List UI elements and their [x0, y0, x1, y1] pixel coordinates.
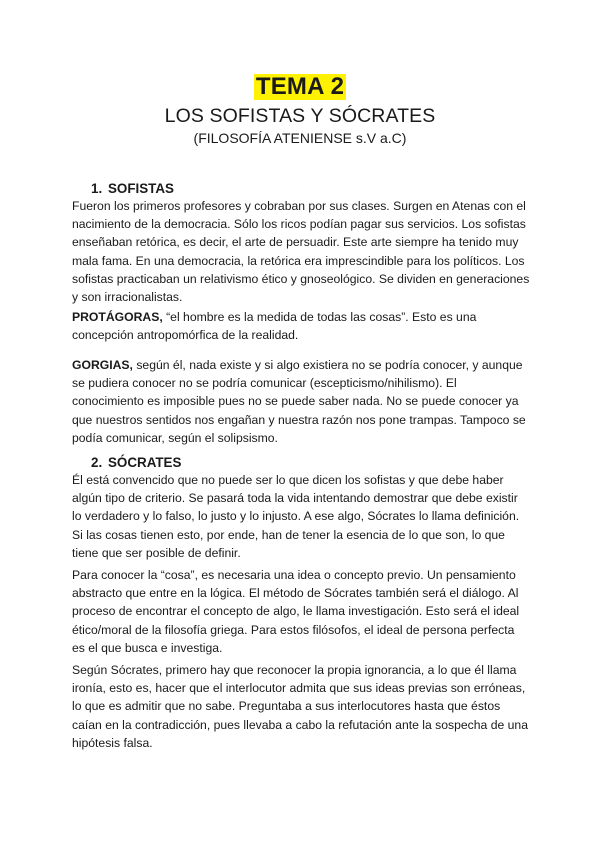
paragraph-socrates-metodo	[72, 566, 532, 657]
paragraph-line: conocimiento es imposible pues no se puede saber nada. No se puede conocer ya	[72, 394, 519, 409]
paragraph-line: concepción antropomórfica de la realidad.	[72, 328, 299, 343]
paragraph-line: mala fama. En una democracia, la retórica era imprescindible para los políticos. Los	[72, 253, 525, 268]
page-subtitle: LOS SOFISTAS Y SÓCRATES	[164, 105, 436, 127]
paragraph-sofistas-intro	[72, 197, 532, 306]
paragraph-line: tiene que ser posible de definir.	[72, 545, 241, 560]
section-heading-text: SOFISTAS	[108, 181, 174, 196]
paragraph-protagoras	[72, 308, 532, 344]
paragraph-line: caían en la contradicción, pues llevaba a cabo la refutación ante la sospecha de una	[72, 717, 528, 732]
section-heading-socrates	[91, 455, 181, 471]
paragraph-line: ironía, esto es, hacer que el interlocutor admita que sus ideas previas son erróneas,	[72, 681, 526, 696]
gorgias-name: GORGIAS,	[72, 358, 133, 372]
paragraph-line: Para conocer la “cosa”, es necesaria una idea o concepto previo. Un pensamiento	[72, 568, 516, 582]
paragraph-line: enseñaban retórica, es decir, el arte de persuadir. Este arte siempre ha tenido muy	[72, 235, 519, 250]
paragraph-line: se pudiera conocer no se podría comunicar (escepticismo/nihilismo). El	[72, 376, 457, 391]
protagoras-name: PROTÁGORAS,	[72, 310, 163, 324]
paragraph-line: es el que busca e investiga.	[72, 640, 223, 655]
paragraph-line: lo verdadero y lo falso, lo justo y lo injusto. A ese algo, Sócrates lo llama definición.	[72, 509, 520, 524]
paragraph-line: según él, nada existe y si algo existiera no se podría conocer, y aunque	[132, 358, 523, 372]
paragraph-line: y son irracionalistas.	[72, 290, 183, 305]
paragraph-line: sofistas practicaban un relativismo ético y gnoseológico. Se dividen en generaciones	[72, 271, 530, 286]
paragraph-line: Fueron los primeros profesores y cobraban por sus clases. Surgen en Atenas con el	[72, 199, 526, 213]
section-heading-sofistas	[91, 181, 174, 197]
section-number: 1.	[91, 181, 103, 196]
page-title: TEMA 2	[255, 73, 345, 100]
paragraph-line: algún tipo de criterio. Se pasará toda la vida intentando demostrar que debe existir	[72, 491, 518, 506]
paragraph-line: lo que es admitir que no sabe. Preguntaba a sus interlocutores hasta que éstos	[72, 699, 501, 714]
paragraph-line: Si las cosas tienen esto, por ende, han de tener la esencia de lo que son, lo que	[72, 527, 505, 542]
paragraph-line: abstracto que entre en la lógica. El método de Sócrates también será el diálogo. Al	[72, 586, 519, 601]
page-subtitle-period: (FILOSOFÍA ATENIENSE s.V a.C)	[193, 130, 407, 146]
paragraph-line: podía comunicar, según el solipsismo.	[72, 430, 278, 445]
paragraph-line: ético/moral de la filosofía griega. Para estos filósofos, el ideal de persona perfecta	[72, 622, 515, 637]
paragraph-line: “el hombre es la medida de todas las cosas”. Esto es una	[162, 310, 477, 324]
paragraph-line: proceso de encontrar el concepto de algo, le llama investigación. Esto será el ideal	[72, 604, 520, 619]
paragraph-gorgias	[72, 356, 532, 447]
paragraph-line: nacimiento de la democracia. Sólo los ricos podían pagar sus servicios. Los sofistas	[72, 217, 526, 232]
paragraph-line: que nuestros sentidos nos engañan y nuestra razón nos pone trampas. Tampoco se	[72, 412, 526, 427]
document-header	[0, 74, 600, 147]
section-heading-text: SÓCRATES	[108, 455, 182, 470]
paragraph-socrates-ironia	[72, 661, 532, 752]
section-number: 2.	[91, 455, 103, 470]
paragraph-line: Él está convencido que no puede ser lo que dicen los sofistas y que debe haber	[72, 473, 504, 487]
paragraph-socrates-criterio	[72, 471, 532, 562]
paragraph-line: hipótesis falsa.	[72, 735, 153, 750]
paragraph-line: Según Sócrates, primero hay que reconocer la propia ignorancia, a lo que él llama	[72, 663, 517, 677]
